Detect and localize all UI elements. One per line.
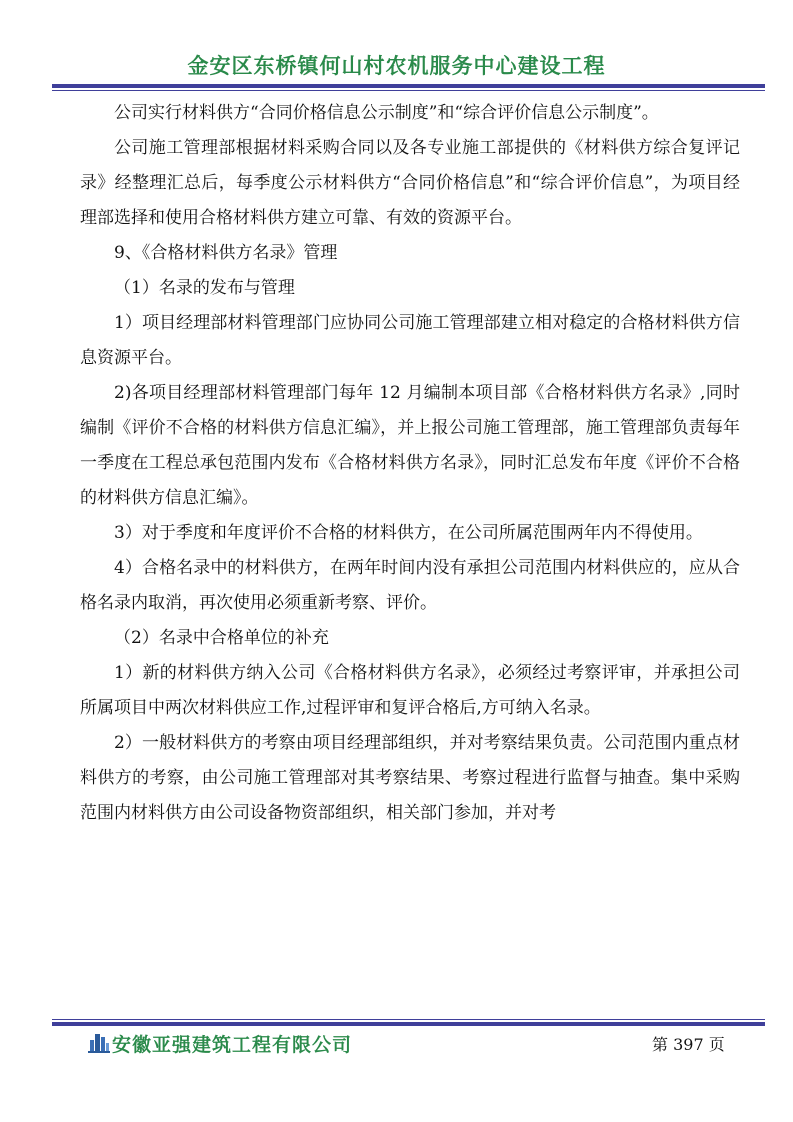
page-header-title: 金安区东桥镇何山村农机服务中心建设工程: [187, 54, 606, 78]
header-rule-thin: [52, 90, 765, 91]
paragraph: 1）新的材料供方纳入公司《合格材料供方名录》，必须经过考察评审，并承担公司所属项目中两次材料供应工作,过程评审和复评合格后,方可纳入名录。: [80, 663, 740, 718]
section-heading: 9、《合格材料供方名录》管理: [114, 243, 338, 263]
page-number: 第 397 页: [652, 1035, 725, 1054]
footer-rule-thin: [52, 1019, 765, 1020]
paragraph: 2）一般材料供方的考察由项目经理部组织，并对考察结果负责。公司范围内重点材料供方的考察，由公司施工管理部对其考察结果、考察过程进行监督与抽查。集中采购范围内材料供方由公司设备物资部组织，相关部门参加，并对考: [80, 733, 740, 823]
paragraph: 公司施工管理部根据材料采购合同以及各专业施工部提供的《材料供方综合复评记录》经整理汇总后，每季度公示材料供方“合同价格信息”和“综合评价信息”，为项目经理部选择和使用合格材料供方建立可靠、有效的资源平台。: [80, 138, 740, 228]
footer-rule-thick: [52, 1022, 765, 1026]
document-body: [80, 96, 740, 831]
header-rule-thick: [52, 84, 765, 88]
footer-company-name: 安徽亚强建筑工程有限公司: [112, 1034, 353, 1056]
building-logo-icon: [88, 1031, 110, 1053]
paragraph: 4）合格名录中的材料供方，在两年时间内没有承担公司范围内材料供应的，应从合格名录内取消，再次使用必须重新考察、评价。: [80, 558, 740, 613]
subsection-heading: （2）名录中合格单位的补充: [114, 628, 329, 648]
paragraph: 1）项目经理部材料管理部门应协同公司施工管理部建立相对稳定的合格材料供方信息资源平台。: [80, 313, 740, 368]
paragraph: 公司实行材料供方“合同价格信息公示制度”和“综合评价信息公示制度”。: [114, 103, 659, 123]
subsection-heading: （1）名录的发布与管理: [114, 278, 295, 298]
paragraph: 3）对于季度和年度评价不合格的材料供方，在公司所属范围两年内不得使用。: [114, 523, 703, 543]
paragraph: 2)各项目经理部材料管理部门每年 12 月编制本项目部《合格材料供方名录》,同时编制《评价不合格的材料供方信息汇编》，并上报公司施工管理部，施工管理部负责每年一季度在工程总承包范围内发布《合格材料供方名录》，同时汇总发布年度《评价不合格的材料供方信息汇编》。: [80, 383, 740, 508]
